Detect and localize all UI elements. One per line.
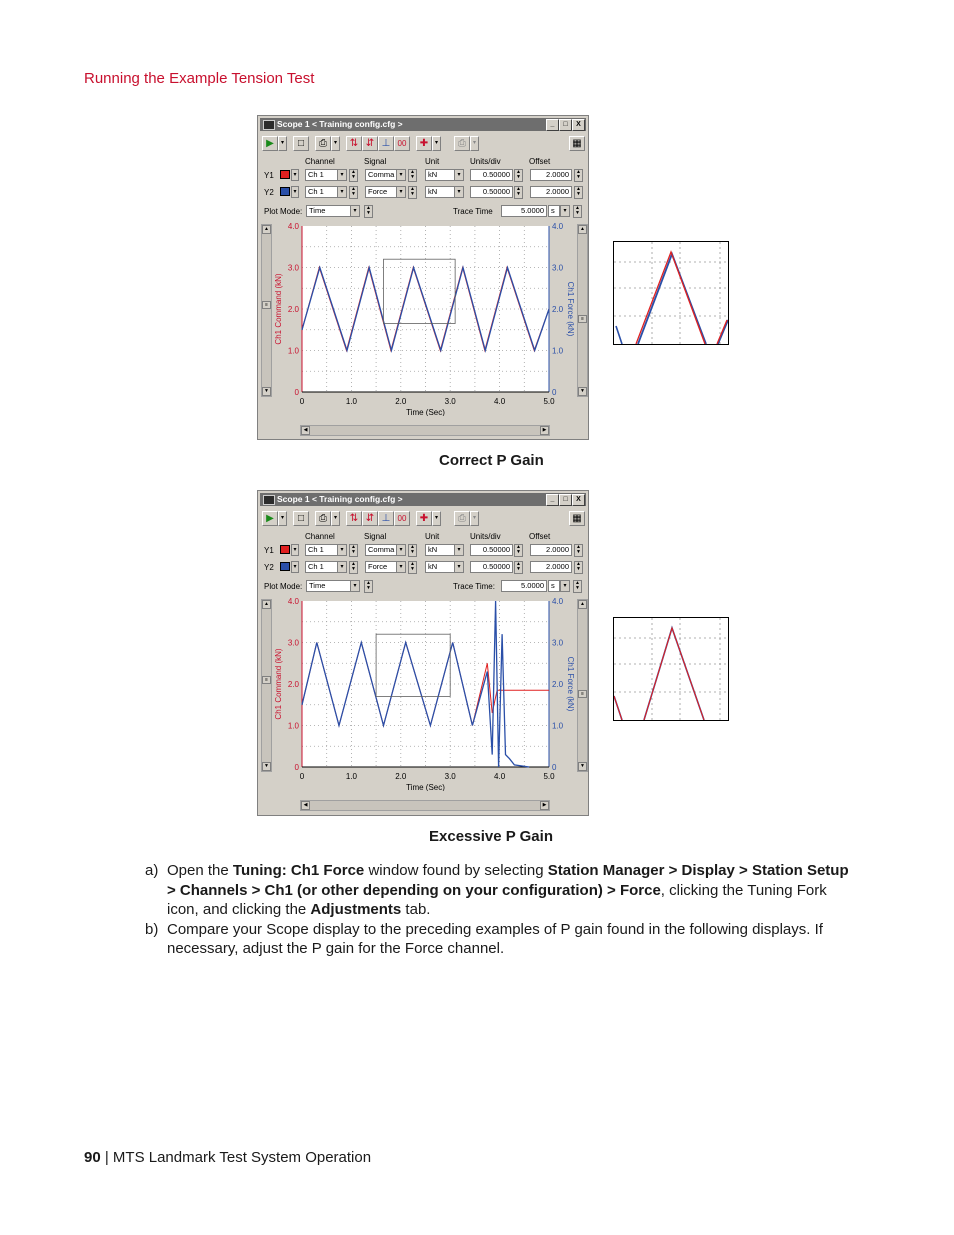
col-header-units-div: Units/div xyxy=(470,157,501,166)
units-div-field[interactable]: 0.50000 xyxy=(470,561,513,573)
y-tick-label: 2.0 xyxy=(287,680,299,689)
printer-dropdown-icon[interactable]: ▾ xyxy=(470,136,479,151)
trace-time-field[interactable]: 5.0000 xyxy=(501,205,547,217)
step-text: Open the xyxy=(167,862,233,879)
channel-dropdown[interactable]: ▾ xyxy=(337,544,347,556)
y-tick-label: 0 xyxy=(294,388,299,397)
cursor-icon[interactable]: ⊥ xyxy=(378,136,394,151)
y-axis-label: Ch1 Command (kN) xyxy=(274,273,283,345)
scroll-down-arrow-icon[interactable]: ▼ xyxy=(578,762,587,771)
col-header-offset: Offset xyxy=(529,157,551,166)
step-text-bold: Tuning: Ch1 Force xyxy=(232,862,365,879)
y2-tick-label: 4.0 xyxy=(552,597,564,606)
scroll-left-arrow-icon[interactable]: ◀ xyxy=(301,426,310,435)
y2-tick-label: 0 xyxy=(552,388,557,397)
channel-select[interactable]: Ch 1 xyxy=(305,561,338,573)
unit-dropdown[interactable]: ▾ xyxy=(454,561,464,573)
unit-select[interactable]: kN xyxy=(425,186,455,198)
y2-tick-label: 4.0 xyxy=(552,222,564,231)
maximize-button[interactable]: □ xyxy=(559,494,572,506)
col-header-signal: Signal xyxy=(364,157,387,166)
col-header-signal: Signal xyxy=(364,532,387,541)
scroll-thumb[interactable]: ≡ xyxy=(578,690,587,698)
zoom-inset-correct-svg xyxy=(614,242,728,344)
step-marker: a) xyxy=(145,862,159,879)
x-tick-label: 2.0 xyxy=(395,772,407,781)
trace-time-label: Trace Time: xyxy=(453,582,495,591)
signal-dropdown[interactable]: ▾ xyxy=(396,544,406,556)
y-tick-label: 4.0 xyxy=(287,597,299,606)
close-button[interactable]: X xyxy=(572,494,585,506)
unit-select[interactable]: kN xyxy=(425,544,455,556)
marker-icon[interactable]: ✚ xyxy=(416,511,432,526)
marker-dropdown-icon[interactable]: ▾ xyxy=(432,511,441,526)
plot-mode-select[interactable]: Time xyxy=(306,580,351,592)
trace-label: Y1 xyxy=(264,546,274,555)
signal-select[interactable]: Force xyxy=(365,561,397,573)
offset-field[interactable]: 2.0000 xyxy=(530,561,572,573)
units-div-field[interactable]: 0.50000 xyxy=(470,186,513,198)
plot-mode-dropdown[interactable]: ▾ xyxy=(350,580,360,592)
scope-window-2 xyxy=(257,490,589,816)
y-tick-label: 3.0 xyxy=(287,263,299,273)
step-text: , clicking the Tuning Fork icon, and clicking the xyxy=(167,881,827,918)
x-tick-label: 3.0 xyxy=(444,772,456,781)
signal-spinner[interactable]: ▲ ▼ xyxy=(408,169,417,182)
instruction-step xyxy=(145,920,855,959)
col-header-units-div: Units/div xyxy=(470,532,501,541)
minimize-button[interactable]: _ xyxy=(546,494,559,506)
channel-select[interactable]: Ch 1 xyxy=(305,544,338,556)
book-title: MTS Landmark Test System Operation xyxy=(112,1149,372,1166)
printer-icon[interactable]: ⎙ xyxy=(454,511,470,526)
scroll-up-arrow-icon[interactable]: ▲ xyxy=(578,225,587,234)
zoom-inset-excessive-svg xyxy=(614,618,728,720)
col-header-channel: Channel xyxy=(305,157,335,166)
stop-icon[interactable]: □ xyxy=(293,136,309,151)
units-div-spinner[interactable]: ▲ ▼ xyxy=(514,544,523,557)
scope-titlebar[interactable] xyxy=(260,118,586,131)
printer-dropdown-icon[interactable]: ▾ xyxy=(470,511,479,526)
scroll-right-arrow-icon[interactable]: ▶ xyxy=(540,801,549,810)
run-dropdown-icon[interactable]: ▾ xyxy=(278,136,287,151)
trace-time-field[interactable]: 5.0000 xyxy=(501,580,547,592)
col-header-channel: Channel xyxy=(305,532,335,541)
x-axis-label: Time (Sec) xyxy=(406,783,445,791)
scope-title: Scope 1 < Training config.cfg > xyxy=(277,494,403,504)
plot-mode-label: Plot Mode: xyxy=(264,207,303,216)
scroll-thumb[interactable]: ≡ xyxy=(262,301,271,309)
signal-select[interactable]: Force xyxy=(365,186,397,198)
channel-spinner[interactable]: ▲ ▼ xyxy=(349,169,358,182)
unit-dropdown[interactable]: ▾ xyxy=(454,186,464,198)
y2-tick-label: 2.0 xyxy=(552,680,564,689)
units-div-field[interactable]: 0.50000 xyxy=(470,544,513,556)
horizontal-scrollbar[interactable] xyxy=(300,425,550,436)
section-header: Running the Example Tension Test xyxy=(84,70,315,87)
instruction-list xyxy=(145,861,855,959)
units-div-spinner[interactable]: ▲ ▼ xyxy=(514,169,523,182)
run-icon[interactable]: ▶ xyxy=(262,136,278,151)
print-dropdown-icon[interactable]: ▾ xyxy=(331,136,340,151)
run-icon[interactable]: ▶ xyxy=(262,511,278,526)
y2-tick-label: 0 xyxy=(552,763,557,772)
trace-label: Y2 xyxy=(264,188,274,197)
x-tick-label: 5.0 xyxy=(543,397,555,406)
unit-dropdown[interactable]: ▾ xyxy=(454,544,464,556)
channel-spinner[interactable]: ▲ ▼ xyxy=(349,186,358,199)
printer-icon[interactable]: ⎙ xyxy=(454,136,470,151)
channel-select[interactable]: Ch 1 xyxy=(305,169,338,181)
signal-select[interactable]: Comma xyxy=(365,544,397,556)
maximize-button[interactable]: □ xyxy=(559,119,572,131)
signal-dropdown[interactable]: ▾ xyxy=(396,186,406,198)
reset-icon[interactable]: 00 xyxy=(394,511,410,526)
scope-window-1 xyxy=(257,115,589,440)
stop-icon[interactable]: □ xyxy=(293,511,309,526)
properties-icon[interactable]: ▦ xyxy=(569,511,585,526)
zoom-inset-excessive xyxy=(613,617,729,721)
offset-field[interactable]: 2.0000 xyxy=(530,186,572,198)
step-text: Compare your Scope display to the preceding examples of P gain found in the following displays. If necessary, adjust the P gain for the Force channel. xyxy=(167,920,823,957)
scroll-thumb[interactable]: ≡ xyxy=(578,315,587,323)
channel-select[interactable]: Ch 1 xyxy=(305,186,338,198)
signal-spinner[interactable]: ▲ ▼ xyxy=(408,544,417,557)
scale-icon[interactable]: ⇵ xyxy=(362,511,378,526)
channel-spinner[interactable]: ▲ ▼ xyxy=(349,544,358,557)
x-tick-label: 0 xyxy=(299,772,305,781)
scroll-down-arrow-icon[interactable]: ▼ xyxy=(578,387,587,396)
instruction-step xyxy=(145,861,855,920)
unit-select[interactable]: kN xyxy=(425,561,455,573)
y2-axis-label: Ch1 Force (kN) xyxy=(566,656,575,712)
y2-axis-label: Ch1 Force (kN) xyxy=(566,281,575,337)
footer-separator: | xyxy=(100,1149,113,1166)
offset-field[interactable]: 2.0000 xyxy=(530,544,572,556)
offset-spinner[interactable]: ▲ ▼ xyxy=(574,169,583,182)
x-tick-label: 3.0 xyxy=(444,397,456,406)
cursor-icon[interactable]: ⊥ xyxy=(378,511,394,526)
x-tick-label: 1.0 xyxy=(345,397,357,406)
scope-titlebar[interactable] xyxy=(260,493,586,506)
signal-spinner[interactable]: ▲ ▼ xyxy=(408,186,417,199)
trace-color-swatch[interactable] xyxy=(280,545,290,554)
step-text-bold: Adjustments xyxy=(310,901,402,918)
channel-dropdown[interactable]: ▾ xyxy=(337,561,347,573)
marker-dropdown-icon[interactable]: ▾ xyxy=(432,136,441,151)
y-tick-label: 1.0 xyxy=(287,346,299,356)
minimize-button[interactable]: _ xyxy=(546,119,559,131)
unit-dropdown[interactable]: ▾ xyxy=(454,169,464,181)
units-div-field[interactable]: 0.50000 xyxy=(470,169,513,181)
trace-time-unit[interactable]: s xyxy=(548,580,560,592)
trace-time-label: Trace Time xyxy=(453,207,493,216)
trace-time-spinner[interactable]: ▲ ▼ xyxy=(573,205,582,218)
plot-mode-spinner[interactable]: ▲ ▼ xyxy=(364,580,373,593)
y-tick-label: 4.0 xyxy=(287,222,299,231)
y-tick-label: 2.0 xyxy=(287,305,299,314)
offset-field[interactable]: 2.0000 xyxy=(530,169,572,181)
x-tick-label: 2.0 xyxy=(395,397,407,406)
y-tick-label: 0 xyxy=(294,763,299,772)
trace-time-unit-dropdown[interactable]: ▾ xyxy=(560,580,570,592)
color-dropdown[interactable]: ▾ xyxy=(291,169,299,181)
run-dropdown-icon[interactable]: ▾ xyxy=(278,511,287,526)
scroll-right-arrow-icon[interactable]: ▶ xyxy=(540,426,549,435)
y2-tick-label: 2.0 xyxy=(552,305,564,314)
properties-icon[interactable]: ▦ xyxy=(569,136,585,151)
print-setup-icon[interactable]: ⎙ xyxy=(315,511,331,526)
offset-spinner[interactable]: ▲ ▼ xyxy=(574,544,583,557)
x-tick-label: 1.0 xyxy=(345,772,357,781)
plot-mode-select[interactable]: Time xyxy=(306,205,351,217)
step-text: tab. xyxy=(401,901,431,918)
y2-tick-label: 1.0 xyxy=(552,346,564,356)
x-tick-label: 5.0 xyxy=(543,772,555,781)
col-header-offset: Offset xyxy=(529,532,551,541)
trace-label: Y2 xyxy=(264,563,274,572)
zoom-inset-correct xyxy=(613,241,729,345)
x-tick-label: 4.0 xyxy=(494,772,506,781)
close-button[interactable]: X xyxy=(572,119,585,131)
offset-spinner[interactable]: ▲ ▼ xyxy=(574,561,583,574)
step-text-bold: Station Manager > Display > Station Setup > Channels > Ch1 (or other depending on your configuration) > Force xyxy=(167,862,849,899)
col-header-unit: Unit xyxy=(425,157,440,166)
step-text: window found by selecting xyxy=(364,862,548,879)
trace-color-swatch[interactable] xyxy=(280,562,290,571)
scroll-down-arrow-icon[interactable]: ▼ xyxy=(262,762,271,771)
figure-caption: Excessive P Gain xyxy=(429,828,553,845)
unit-select[interactable]: kN xyxy=(425,169,455,181)
step-marker: b) xyxy=(145,920,159,938)
y-axis-label: Ch1 Command (kN) xyxy=(274,648,283,720)
trace-label: Y1 xyxy=(264,171,274,180)
trace-color-swatch[interactable] xyxy=(280,187,290,196)
trace-time-unit-dropdown[interactable]: ▾ xyxy=(560,205,570,217)
y2-tick-label: 3.0 xyxy=(552,638,564,648)
units-div-spinner[interactable]: ▲ ▼ xyxy=(514,561,523,574)
auto-scale-icon[interactable]: ⇅ xyxy=(346,511,362,526)
signal-select[interactable]: Comma xyxy=(365,169,397,181)
x-tick-label: 0 xyxy=(299,397,305,406)
scope-chart xyxy=(266,220,582,416)
plot-mode-dropdown[interactable]: ▾ xyxy=(350,205,360,217)
signal-dropdown[interactable]: ▾ xyxy=(396,561,406,573)
trace-time-spinner[interactable]: ▲ ▼ xyxy=(573,580,582,593)
signal-dropdown[interactable]: ▾ xyxy=(396,169,406,181)
signal-spinner[interactable]: ▲ ▼ xyxy=(408,561,417,574)
color-dropdown[interactable]: ▾ xyxy=(291,561,299,573)
offset-spinner[interactable]: ▲ ▼ xyxy=(574,186,583,199)
y2-tick-label: 3.0 xyxy=(552,263,564,273)
figure-caption: Correct P Gain xyxy=(439,452,544,469)
col-header-unit: Unit xyxy=(425,532,440,541)
plot-mode-label: Plot Mode: xyxy=(264,582,303,591)
page-number: 90 xyxy=(84,1149,101,1166)
channel-spinner[interactable]: ▲ ▼ xyxy=(349,561,358,574)
print-dropdown-icon[interactable]: ▾ xyxy=(331,511,340,526)
scope-title: Scope 1 < Training config.cfg > xyxy=(277,119,403,129)
marker-icon[interactable]: ✚ xyxy=(416,136,432,151)
scroll-up-arrow-icon[interactable]: ▲ xyxy=(578,600,587,609)
channel-dropdown[interactable]: ▾ xyxy=(337,169,347,181)
x-axis-label: Time (Sec) xyxy=(406,408,445,416)
units-div-spinner[interactable]: ▲ ▼ xyxy=(514,186,523,199)
print-setup-icon[interactable]: ⎙ xyxy=(315,136,331,151)
color-dropdown[interactable]: ▾ xyxy=(291,544,299,556)
horizontal-scrollbar[interactable] xyxy=(300,800,550,811)
y2-tick-label: 1.0 xyxy=(552,721,564,731)
plot-mode-spinner[interactable]: ▲ ▼ xyxy=(364,205,373,218)
page-footer xyxy=(84,1149,371,1166)
y-tick-label: 1.0 xyxy=(287,721,299,731)
x-tick-label: 4.0 xyxy=(494,397,506,406)
channel-dropdown[interactable]: ▾ xyxy=(337,186,347,198)
scroll-down-arrow-icon[interactable]: ▼ xyxy=(262,387,271,396)
scope-app-icon xyxy=(263,495,275,505)
auto-scale-icon[interactable]: ⇅ xyxy=(346,136,362,151)
trace-time-unit[interactable]: s xyxy=(548,205,560,217)
scale-icon[interactable]: ⇵ xyxy=(362,136,378,151)
y-tick-label: 3.0 xyxy=(287,638,299,648)
scroll-up-arrow-icon[interactable]: ▲ xyxy=(262,600,271,609)
reset-icon[interactable]: 00 xyxy=(394,136,410,151)
scroll-left-arrow-icon[interactable]: ◀ xyxy=(301,801,310,810)
scope-app-icon xyxy=(263,120,275,130)
scroll-thumb[interactable]: ≡ xyxy=(262,676,271,684)
scroll-up-arrow-icon[interactable]: ▲ xyxy=(262,225,271,234)
scope-chart xyxy=(266,595,582,791)
color-dropdown[interactable]: ▾ xyxy=(291,186,299,198)
trace-color-swatch[interactable] xyxy=(280,170,290,179)
